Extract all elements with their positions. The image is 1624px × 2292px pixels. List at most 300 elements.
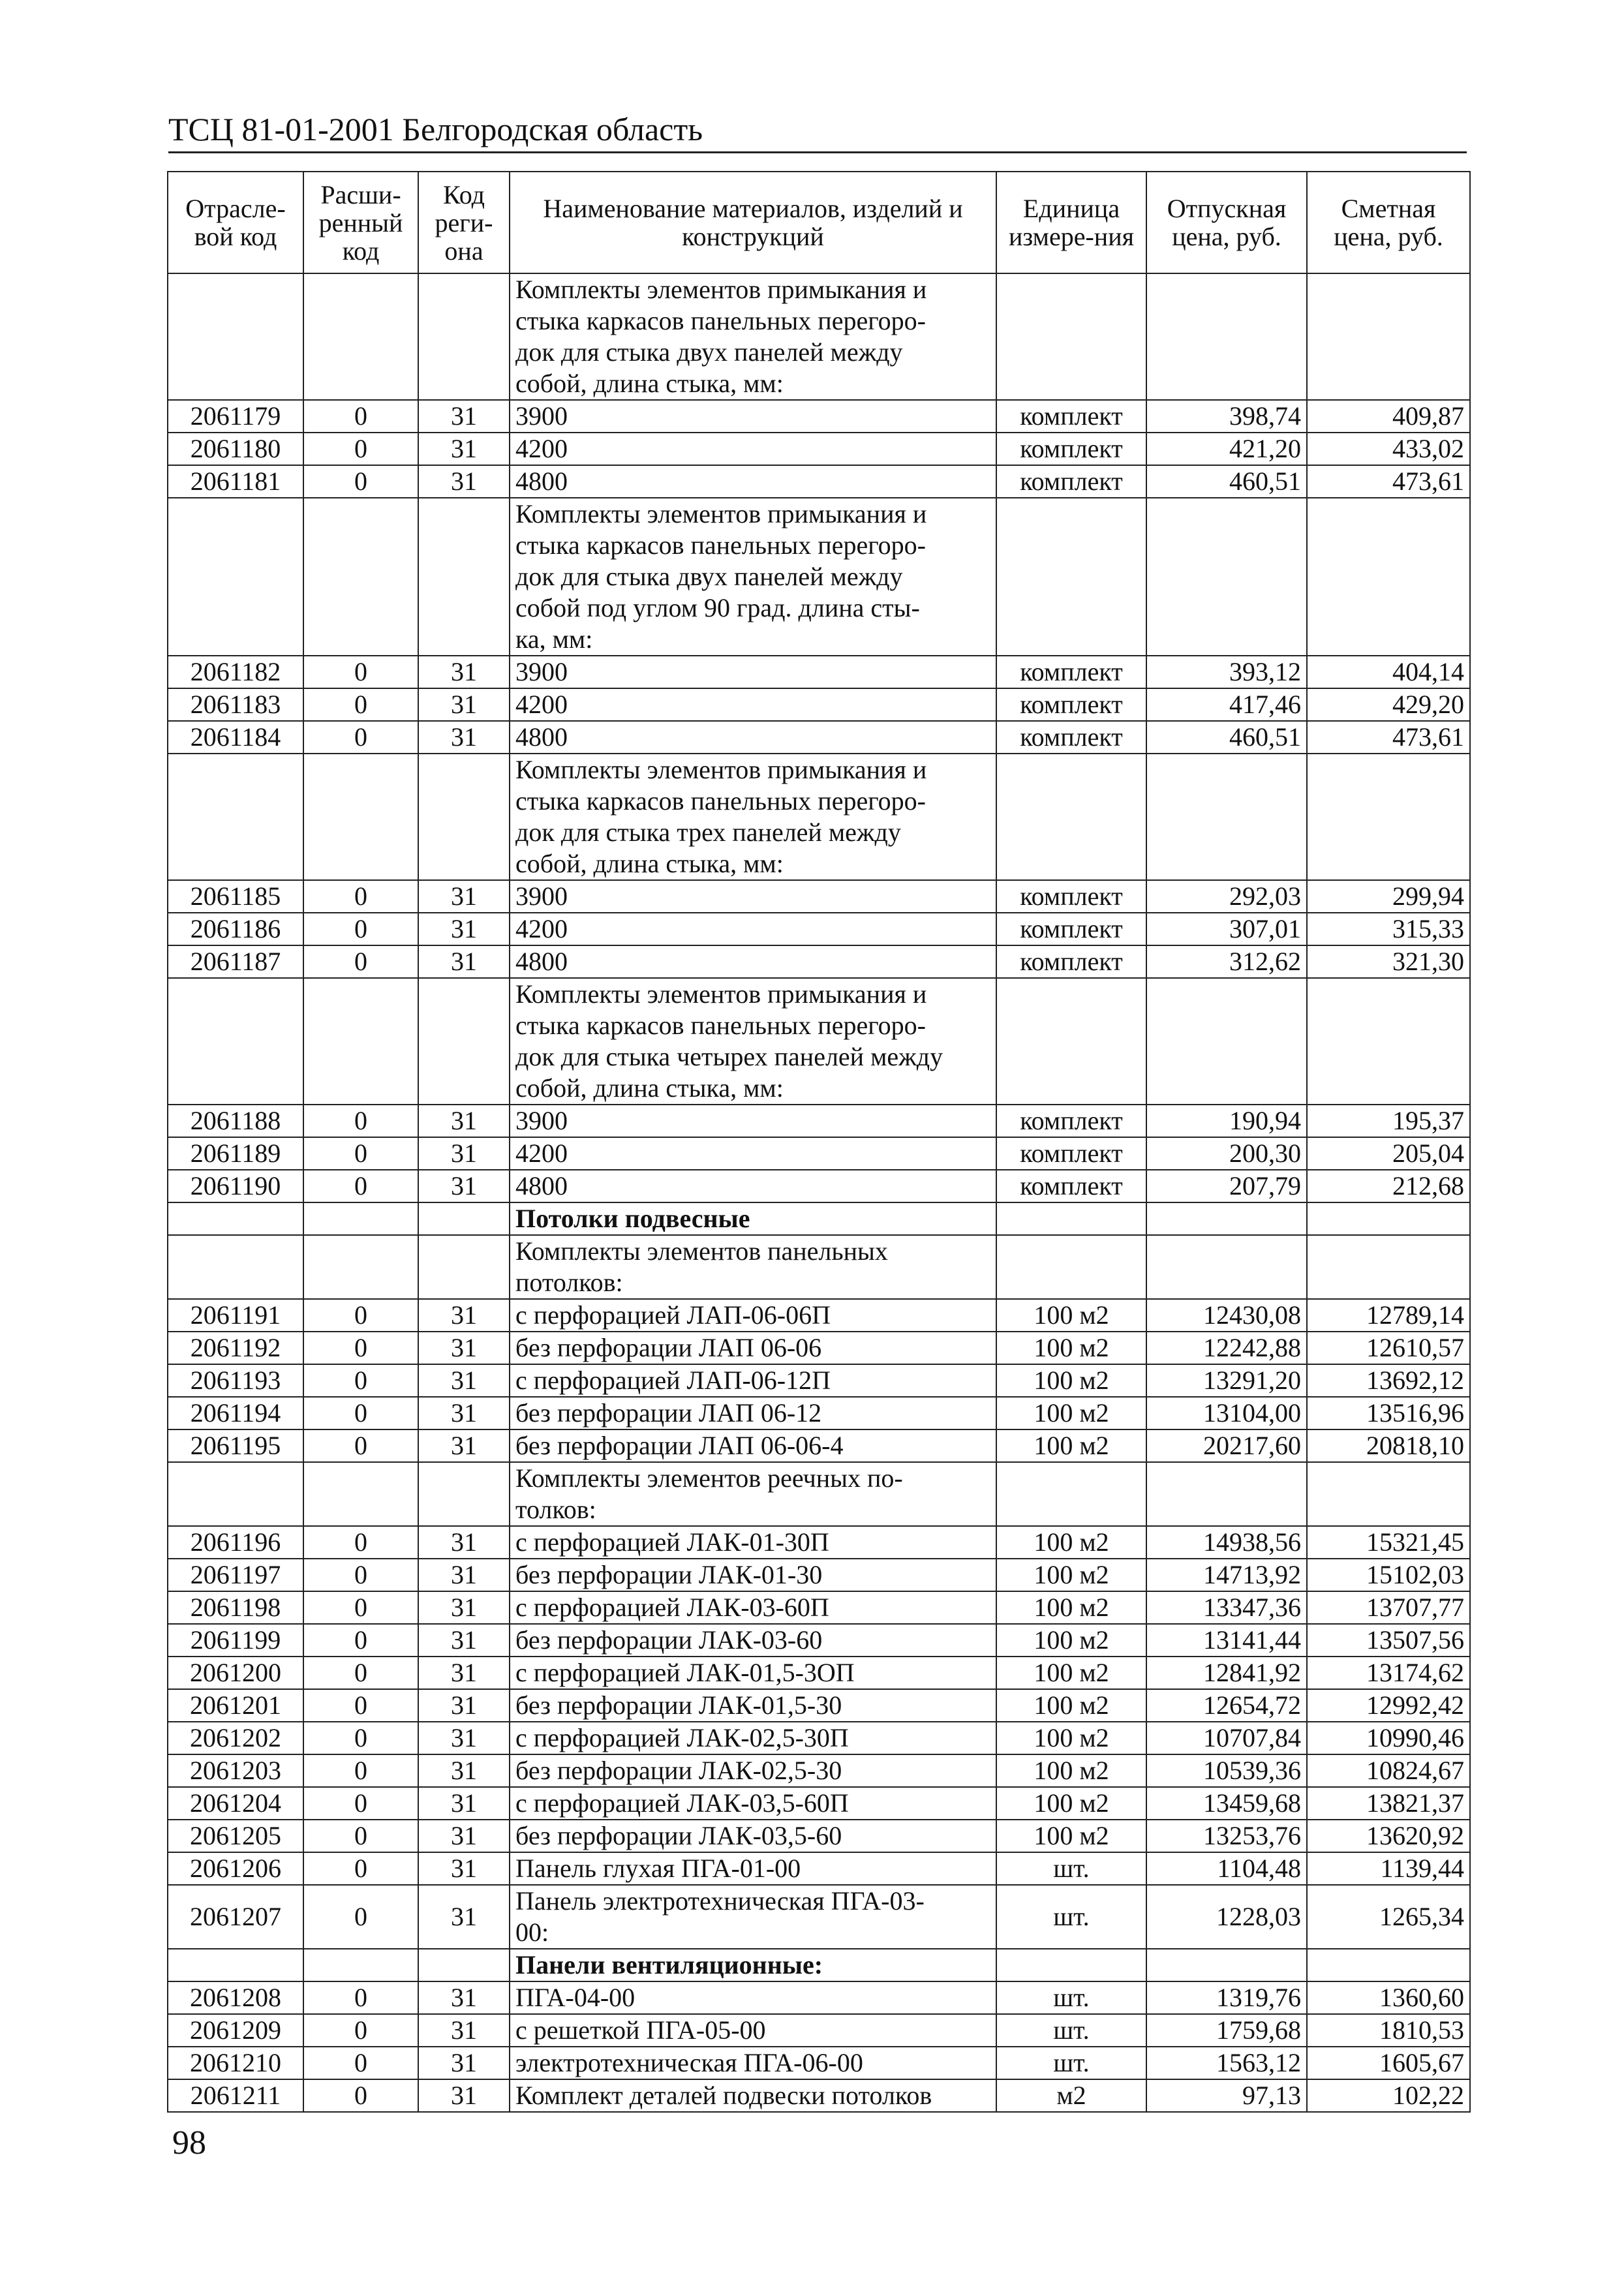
region-cell: 31 [418,1170,510,1202]
ext-code-cell: 0 [303,1299,418,1332]
estimate-price-cell: 13516,96 [1307,1397,1470,1429]
unit-cell: 100 м2 [996,1397,1146,1429]
release-price-cell: 13141,44 [1146,1624,1307,1657]
unit-cell: комплект [996,688,1146,721]
table-header-row [168,172,1470,273]
release-price-cell: 292,03 [1146,880,1307,913]
empty-cell [996,1949,1146,1981]
empty-cell [1146,1235,1307,1299]
table-row [168,945,1470,978]
unit-cell: 100 м2 [996,1429,1146,1462]
region-cell: 31 [418,880,510,913]
ext-code-cell: 0 [303,1526,418,1559]
ext-code-cell: 0 [303,1787,418,1820]
region-cell: 31 [418,400,510,433]
name-cell: без перфорации ЛАП 06-06 [510,1332,996,1364]
table-body [168,273,1470,2112]
table-row [168,1787,1470,1820]
region-cell: 31 [418,1787,510,1820]
empty-cell [418,1202,510,1235]
unit-cell: 100 м2 [996,1722,1146,1754]
empty-cell [1307,1235,1470,1299]
code-cell: 2061186 [168,913,303,945]
name-cell: 3900 [510,1105,996,1137]
name-cell: 4200 [510,913,996,945]
code-cell: 2061204 [168,1787,303,1820]
empty-cell [303,273,418,400]
estimate-price-cell: 102,22 [1307,2079,1470,2112]
region-cell: 31 [418,1137,510,1170]
name-line: Панель электротехническая ПГА-03- [515,1886,925,1916]
unit-cell: шт. [996,2014,1146,2047]
table-row [168,1332,1470,1364]
region-cell: 31 [418,2047,510,2079]
release-price-cell: 460,51 [1146,465,1307,498]
description-line: собой, длина стыка, мм: [515,369,784,398]
description-line: стыка каркасов панельных перегоро- [515,306,926,335]
region-cell: 31 [418,1689,510,1722]
estimate-price-cell: 12992,42 [1307,1689,1470,1722]
name-cell: с перфорацией ЛАП-06-12П [510,1364,996,1397]
section-heading-row [168,1949,1470,1981]
code-cell: 2061181 [168,465,303,498]
ext-code-cell: 0 [303,1170,418,1202]
ext-code-cell: 0 [303,1852,418,1885]
description-line: док для стыка четырех панелей между [515,1042,943,1071]
region-cell: 31 [418,433,510,465]
ext-code-cell: 0 [303,1364,418,1397]
region-cell: 31 [418,1624,510,1657]
estimate-price-cell: 433,02 [1307,433,1470,465]
table-row [168,1981,1470,2014]
group-description-row [168,1462,1470,1526]
unit-cell: комплект [996,721,1146,754]
empty-cell [303,978,418,1105]
empty-cell [303,1202,418,1235]
region-cell: 31 [418,1657,510,1689]
region-cell: 31 [418,1885,510,1949]
ext-code-cell: 0 [303,400,418,433]
unit-cell: 100 м2 [996,1689,1146,1722]
release-price-cell: 393,12 [1146,656,1307,688]
code-cell: 2061200 [168,1657,303,1689]
release-price-cell: 1104,48 [1146,1852,1307,1885]
unit-cell: 100 м2 [996,1364,1146,1397]
table-row [168,688,1470,721]
empty-cell [303,1949,418,1981]
table-row [168,1852,1470,1885]
estimate-price-cell: 404,14 [1307,656,1470,688]
region-cell: 31 [418,2079,510,2112]
empty-cell [996,978,1146,1105]
table-row [168,1657,1470,1689]
table-row [168,465,1470,498]
group-description [510,1235,996,1299]
code-cell: 2061179 [168,400,303,433]
unit-cell: комплект [996,1170,1146,1202]
ext-code-cell: 0 [303,1429,418,1462]
empty-cell [303,498,418,656]
region-cell: 31 [418,688,510,721]
table-row [168,1689,1470,1722]
empty-cell [1146,1202,1307,1235]
region-cell: 31 [418,1332,510,1364]
unit-cell: 100 м2 [996,1754,1146,1787]
name-cell: 4200 [510,433,996,465]
group-description-row [168,754,1470,880]
empty-cell [418,978,510,1105]
estimate-price-cell: 473,61 [1307,465,1470,498]
release-price-cell: 20217,60 [1146,1429,1307,1462]
code-cell: 2061198 [168,1591,303,1624]
group-description [510,978,996,1105]
name-cell: ПГА-04-00 [510,1981,996,2014]
unit-cell: 100 м2 [996,1559,1146,1591]
estimate-price-cell: 12610,57 [1307,1332,1470,1364]
col-header-code: Отрасле-вой код [168,172,303,273]
unit-cell: 100 м2 [996,1332,1146,1364]
group-description-row [168,498,1470,656]
empty-cell [1146,754,1307,880]
ext-code-cell: 0 [303,433,418,465]
release-price-cell: 12654,72 [1146,1689,1307,1722]
region-cell: 31 [418,1526,510,1559]
code-cell: 2061194 [168,1397,303,1429]
estimate-price-cell: 1605,67 [1307,2047,1470,2079]
code-cell: 2061184 [168,721,303,754]
unit-cell: 100 м2 [996,1787,1146,1820]
estimate-price-cell: 13821,37 [1307,1787,1470,1820]
code-cell: 2061210 [168,2047,303,2079]
unit-cell: комплект [996,400,1146,433]
estimate-price-cell: 12789,14 [1307,1299,1470,1332]
estimate-price-cell: 13507,56 [1307,1624,1470,1657]
code-cell: 2061180 [168,433,303,465]
ext-code-cell: 0 [303,1722,418,1754]
unit-cell: комплект [996,913,1146,945]
region-cell: 31 [418,1299,510,1332]
ext-code-cell: 0 [303,1657,418,1689]
ext-code-cell: 0 [303,1981,418,2014]
group-description-row [168,273,1470,400]
ext-code-cell: 0 [303,1559,418,1591]
unit-cell: комплект [996,465,1146,498]
empty-cell [168,1949,303,1981]
name-cell: 4200 [510,688,996,721]
ext-code-cell: 0 [303,1397,418,1429]
name-line: 00: [515,1918,549,1947]
description-line: док для стыка двух панелей между [515,337,903,367]
group-description-row [168,978,1470,1105]
group-description [510,273,996,400]
name-cell: с перфорацией ЛАП-06-06П [510,1299,996,1332]
empty-cell [418,273,510,400]
name-cell: без перфорации ЛАП 06-06-4 [510,1429,996,1462]
description-line: собой, длина стыка, мм: [515,849,784,878]
name-cell: с перфорацией ЛАК-02,5-30П [510,1722,996,1754]
estimate-price-cell: 1810,53 [1307,2014,1470,2047]
table-row [168,1722,1470,1754]
estimate-price-cell: 299,94 [1307,880,1470,913]
ext-code-cell: 0 [303,945,418,978]
name-cell: электротехническая ПГА-06-00 [510,2047,996,2079]
empty-cell [168,978,303,1105]
group-description-row [168,1235,1470,1299]
unit-cell: комплект [996,1105,1146,1137]
release-price-cell: 398,74 [1146,400,1307,433]
release-price-cell: 207,79 [1146,1170,1307,1202]
region-cell: 31 [418,721,510,754]
empty-cell [1146,498,1307,656]
release-price-cell: 421,20 [1146,433,1307,465]
name-cell: без перфорации ЛАК-03,5-60 [510,1820,996,1852]
name-cell: без перфорации ЛАК-03-60 [510,1624,996,1657]
code-cell: 2061182 [168,656,303,688]
unit-cell: комплект [996,1137,1146,1170]
estimate-price-cell: 13707,77 [1307,1591,1470,1624]
table-row [168,2079,1470,2112]
description-line: Комплекты элементов примыкания и [515,499,927,528]
release-price-cell: 312,62 [1146,945,1307,978]
ext-code-cell: 0 [303,2014,418,2047]
estimate-price-cell: 10824,67 [1307,1754,1470,1787]
code-cell: 2061197 [168,1559,303,1591]
description-line: Комплекты элементов примыкания и [515,979,927,1009]
description-line: док для стыка двух панелей между [515,562,903,591]
release-price-cell: 13253,76 [1146,1820,1307,1852]
ext-code-cell: 0 [303,1885,418,1949]
estimate-price-cell: 321,30 [1307,945,1470,978]
description-line: док для стыка трех панелей между [515,817,901,847]
code-cell: 2061199 [168,1624,303,1657]
estimate-price-cell: 1265,34 [1307,1885,1470,1949]
empty-cell [996,1202,1146,1235]
empty-cell [996,273,1146,400]
empty-cell [303,754,418,880]
region-cell: 31 [418,1364,510,1397]
release-price-cell: 10539,36 [1146,1754,1307,1787]
estimate-price-cell: 13692,12 [1307,1364,1470,1397]
region-cell: 31 [418,1722,510,1754]
col-header-estimate-price: Сметная цена, руб. [1307,172,1470,273]
code-cell: 2061209 [168,2014,303,2047]
table-row [168,913,1470,945]
unit-cell: 100 м2 [996,1591,1146,1624]
name-cell: без перфорации ЛАП 06-12 [510,1397,996,1429]
ext-code-cell: 0 [303,465,418,498]
unit-cell: комплект [996,656,1146,688]
ext-code-cell: 0 [303,1754,418,1787]
release-price-cell: 460,51 [1146,721,1307,754]
table-row [168,721,1470,754]
region-cell: 31 [418,1559,510,1591]
table-row [168,400,1470,433]
description-line: собой под углом 90 град. длина сты- [515,593,920,622]
description-line: ка, мм: [515,624,593,654]
release-price-cell: 10707,84 [1146,1722,1307,1754]
table-row [168,433,1470,465]
estimate-price-cell: 1139,44 [1307,1852,1470,1885]
code-cell: 2061191 [168,1299,303,1332]
estimate-price-cell: 429,20 [1307,688,1470,721]
code-cell: 2061187 [168,945,303,978]
code-cell: 2061206 [168,1852,303,1885]
empty-cell [1146,1949,1307,1981]
empty-cell [168,1235,303,1299]
release-price-cell: 13104,00 [1146,1397,1307,1429]
ext-code-cell: 0 [303,721,418,754]
estimate-price-cell: 1360,60 [1307,1981,1470,2014]
estimate-price-cell: 409,87 [1307,400,1470,433]
release-price-cell: 12841,92 [1146,1657,1307,1689]
price-table [167,171,1471,2113]
code-cell: 2061203 [168,1754,303,1787]
table-row [168,2047,1470,2079]
code-cell: 2061195 [168,1429,303,1462]
empty-cell [996,498,1146,656]
description-line: Комплекты элементов примыкания и [515,275,927,304]
release-price-cell: 13459,68 [1146,1787,1307,1820]
name-cell: без перфорации ЛАК-01,5-30 [510,1689,996,1722]
release-price-cell: 13347,36 [1146,1591,1307,1624]
release-price-cell: 1759,68 [1146,2014,1307,2047]
table-row [168,1526,1470,1559]
release-price-cell: 13291,20 [1146,1364,1307,1397]
unit-cell: 100 м2 [996,1820,1146,1852]
release-price-cell: 200,30 [1146,1137,1307,1170]
region-cell: 31 [418,1981,510,2014]
empty-cell [418,754,510,880]
empty-cell [168,498,303,656]
code-cell: 2061183 [168,688,303,721]
col-header-region: Код реги-она [418,172,510,273]
empty-cell [1307,1949,1470,1981]
release-price-cell: 307,01 [1146,913,1307,945]
table-row [168,1137,1470,1170]
empty-cell [1307,273,1470,400]
unit-cell: шт. [996,1885,1146,1949]
ext-code-cell: 0 [303,2047,418,2079]
name-cell: Комплект деталей подвески потолков [510,2079,996,2112]
empty-cell [996,1462,1146,1526]
code-cell: 2061201 [168,1689,303,1722]
unit-cell: шт. [996,1981,1146,2014]
name-cell: 3900 [510,400,996,433]
description-line: толков: [515,1495,596,1524]
release-price-cell: 190,94 [1146,1105,1307,1137]
table-row [168,1397,1470,1429]
table-row [168,1754,1470,1787]
empty-cell [303,1462,418,1526]
empty-cell [1307,1202,1470,1235]
estimate-price-cell: 20818,10 [1307,1429,1470,1462]
region-cell: 31 [418,1820,510,1852]
table-row [168,1170,1470,1202]
estimate-price-cell: 10990,46 [1307,1722,1470,1754]
ext-code-cell: 0 [303,913,418,945]
name-cell: 4800 [510,1170,996,1202]
unit-cell: шт. [996,2047,1146,2079]
col-header-release-price: Отпускная цена, руб. [1146,172,1307,273]
name-cell: 4200 [510,1137,996,1170]
estimate-price-cell: 205,04 [1307,1137,1470,1170]
ext-code-cell: 0 [303,688,418,721]
region-cell: 31 [418,2014,510,2047]
name-cell: Панель глухая ПГА-01-00 [510,1852,996,1885]
name-cell: 4800 [510,721,996,754]
region-cell: 31 [418,1852,510,1885]
table-row [168,1429,1470,1462]
empty-cell [1146,1462,1307,1526]
empty-cell [168,273,303,400]
description-line: стыка каркасов панельных перегоро- [515,786,926,816]
region-cell: 31 [418,1429,510,1462]
estimate-price-cell: 13620,92 [1307,1820,1470,1852]
name-cell: 3900 [510,656,996,688]
code-cell: 2061208 [168,1981,303,2014]
empty-cell [418,1235,510,1299]
empty-cell [418,1462,510,1526]
section-heading: Потолки подвесные [510,1202,996,1235]
release-price-cell: 97,13 [1146,2079,1307,2112]
release-price-cell: 1319,76 [1146,1981,1307,2014]
empty-cell [1307,978,1470,1105]
name-cell: 3900 [510,880,996,913]
region-cell: 31 [418,1591,510,1624]
unit-cell: комплект [996,433,1146,465]
table-row [168,1364,1470,1397]
ext-code-cell: 0 [303,880,418,913]
region-cell: 31 [418,1105,510,1137]
table-row [168,1820,1470,1852]
description-line: собой, длина стыка, мм: [515,1073,784,1103]
release-price-cell: 14938,56 [1146,1526,1307,1559]
description-line: потолков: [515,1268,623,1297]
name-cell: с решеткой ПГА-05-00 [510,2014,996,2047]
empty-cell [1307,498,1470,656]
unit-cell: 100 м2 [996,1526,1146,1559]
empty-cell [996,754,1146,880]
unit-cell: 100 м2 [996,1299,1146,1332]
ext-code-cell: 0 [303,1591,418,1624]
ext-code-cell: 0 [303,1689,418,1722]
name-cell: 4800 [510,465,996,498]
description-line: стыка каркасов панельных перегоро- [515,530,926,560]
col-header-unit: Единица измере-ния [996,172,1146,273]
col-header-name: Наименование материалов, изделий и конструкций [510,172,996,273]
release-price-cell: 12242,88 [1146,1332,1307,1364]
page-header [168,111,1467,153]
empty-cell [303,1235,418,1299]
release-price-cell: 1563,12 [1146,2047,1307,2079]
table-row [168,1591,1470,1624]
region-cell: 31 [418,913,510,945]
code-cell: 2061205 [168,1820,303,1852]
empty-cell [1146,978,1307,1105]
ext-code-cell: 0 [303,1332,418,1364]
section-heading: Панели вентиляционные: [510,1949,996,1981]
table-row [168,880,1470,913]
release-price-cell: 12430,08 [1146,1299,1307,1332]
empty-cell [1146,273,1307,400]
col-header-ext-code: Расши-ренный код [303,172,418,273]
table-row [168,656,1470,688]
table-row [168,1299,1470,1332]
estimate-price-cell: 15321,45 [1307,1526,1470,1559]
code-cell: 2061185 [168,880,303,913]
estimate-price-cell: 13174,62 [1307,1657,1470,1689]
region-cell: 31 [418,945,510,978]
